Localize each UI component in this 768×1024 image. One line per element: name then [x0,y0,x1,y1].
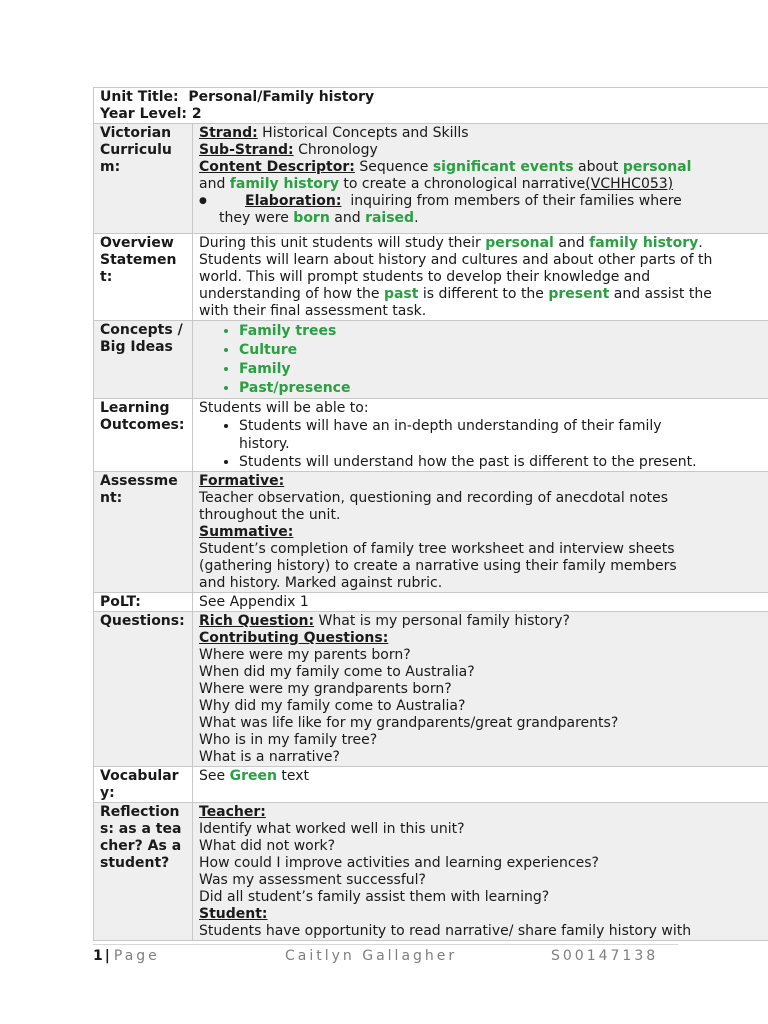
summative-text-2: (gathering history) to create a narrative using their family members [199,558,677,574]
learning-item-1a: Students will have an in-depth understanding of their family [239,418,662,434]
bullet-icon: ● [199,196,207,206]
cd-green-2: personal [622,159,692,175]
overview-line-4c: and assist the [613,286,712,302]
summative-label: Summative: [199,524,294,540]
learning-outcomes-row [94,399,768,472]
polt-row [94,593,768,612]
overview-label: Overview Statement: [94,234,193,321]
cd-green-1: significant events [432,159,574,175]
polt-label: PoLT: [94,593,193,612]
victorian-curriculum-cell [193,124,768,234]
vocabulary-row [94,767,768,803]
overview-green-2: family history [589,235,699,251]
vocabulary-cell [193,767,768,803]
learning-item: • Students will understand how the past is different to the present. [239,453,768,471]
reflection-item: What did not work? [199,838,336,854]
concept-item: • Family trees [239,322,768,341]
question-item: Where were my grandparents born? [199,681,452,697]
question-item: What is a narrative? [199,749,340,765]
concepts-cell [193,321,768,399]
strand-label: Strand: [199,125,258,141]
rich-question: What is my personal family history? [318,613,570,629]
page-footer [93,944,678,964]
cd-text-4: to create a chronological narrative [343,176,586,192]
year-level: 2 [191,106,202,122]
elaboration-label: Elaboration: [245,193,342,209]
learning-item-1b: history. [239,436,290,452]
concept-item: • Culture [239,341,768,360]
assessment-row [94,472,768,593]
strand-value: Historical Concepts and Skills [262,125,469,141]
vocabulary-green: Green [229,768,277,784]
unit-header-row [94,88,768,124]
victorian-curriculum-row [94,124,768,234]
reflection-item: How could I improve activities and learning experiences? [199,855,599,871]
overview-line-3: world. This will prompt students to develop their knowledge and [199,269,651,285]
overview-green-3: past [383,286,419,302]
concepts-list [199,322,768,398]
reflections-cell [193,803,768,941]
concepts-label: Concepts / Big Ideas [94,321,193,399]
elaboration-list [199,193,768,210]
overview-line-4a: understanding of how the [199,286,380,302]
learning-outcomes-cell [193,399,768,472]
reflection-item: Was my assessment successful? [199,872,426,888]
questions-row [94,612,768,767]
unit-header-cell [94,88,768,124]
rich-question-label: Rich Question: [199,613,315,629]
summative-text-3: and history. Marked against rubric. [199,575,443,591]
cd-text-3: and [199,176,226,192]
overview-line-4b: is different to the [422,286,544,302]
overview-text-1: During this unit students will study their [199,235,481,251]
concept-item: • Past/presence [239,379,768,398]
overview-row [94,234,768,321]
question-item: Where were my parents born? [199,647,411,663]
formative-text-2: throughout the unit. [199,507,341,523]
reflection-item: Did all student’s family assist them with learning? [199,889,550,905]
polt-value: See Appendix 1 [193,593,768,612]
formative-text-1: Teacher observation, questioning and recording of anecdotal notes [199,490,669,506]
page-word: Page [113,948,160,964]
substrand-label: Sub-Strand: [199,142,294,158]
elaboration-green-2: raised [365,210,415,226]
cd-green-3: family history [229,176,339,192]
assessment-label: Assessment: [94,472,193,593]
cd-text-1: Sequence [359,159,429,175]
elaboration-green-1: born [293,210,330,226]
overview-green-4: present [548,286,610,302]
vocabulary-text: text [281,768,310,784]
contributing-questions-label: Contributing Questions: [199,630,389,646]
content-descriptor-label: Content Descriptor: [199,159,355,175]
victorian-curriculum-label: Victorian Curriculum: [94,124,193,234]
reflections-label: Reflections: as a teacher? As a student? [94,803,193,941]
footer-student-id: S00147138 [551,948,659,964]
elaboration-end: . [414,210,419,226]
reflections-row [94,803,768,941]
learning-item [239,417,768,453]
questions-label: Questions: [94,612,193,767]
overview-text-3: . [698,235,703,251]
question-item: When did my family come to Australia? [199,664,475,680]
unit-title-label: Unit Title: [100,89,179,105]
elaboration-text-1: inquiring from members of their families where [350,193,682,209]
cd-text-2: about [577,159,619,175]
question-item: What was life like for my grandparents/great grandparents? [199,715,619,731]
learning-outcomes-label: Learning Outcomes: [94,399,193,472]
learning-intro: Students will be able to: [199,400,369,416]
footer-separator: | [104,948,110,964]
concepts-row [94,321,768,399]
vocabulary-label: Vocabulary: [94,767,193,803]
question-item: Who is in my family tree? [199,732,378,748]
unit-plan-table [93,87,768,941]
elaboration-text-3: and [334,210,361,226]
vchhc-code: (VCHHC053) [585,176,674,192]
unit-title: Personal/Family history [188,89,375,105]
overview-line-5: with their final assessment task. [199,303,427,319]
teacher-label: Teacher: [199,804,266,820]
footer-author: Caitlyn Gallagher [285,948,458,964]
overview-green-1: personal [485,235,554,251]
vocabulary-see: See [199,768,226,784]
overview-line-2: Students will learn about history and cultures and about other parts of th [199,252,713,268]
questions-cell [193,612,768,767]
student-reflection: Students have opportunity to read narrative/ share family history with [199,923,692,939]
elaboration-text-2: they were [219,210,289,226]
substrand-value: Chronology [298,142,378,158]
assessment-cell [193,472,768,593]
question-item: Why did my family come to Australia? [199,698,466,714]
overview-text-2: and [558,235,585,251]
page-number: 1 [93,948,103,964]
elaboration-item [199,193,768,210]
formative-label: Formative: [199,473,285,489]
learning-list [199,417,768,471]
reflection-item: Identify what worked well in this unit? [199,821,465,837]
summative-text-1: Student’s completion of family tree worksheet and interview sheets [199,541,675,557]
student-label: Student: [199,906,268,922]
overview-cell [193,234,768,321]
year-level-label: Year Level: [100,106,188,122]
concept-item: • Family [239,360,768,379]
